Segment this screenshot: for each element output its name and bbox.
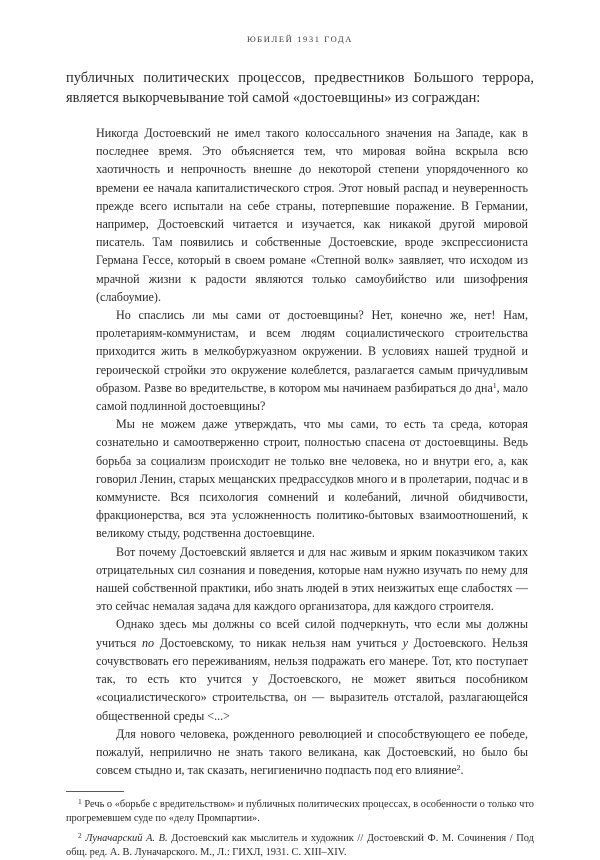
quote-p6-text: Для нового человека, рожденного революцией и способствующего ее победе, пожалуй, неприлично не знать такого великана, как Достоевский, но было бы совсем стыдно и, так сказать, негигиенично подпасть под его влияние (96, 726, 528, 778)
quote-paragraph-4: Вот почему Достоевский является и для нас живым и ярким показчиком таких отрицательных сил сознания и поведения, которые нам нужно изучать по нему для нашей собственной практики, ибо знать людей в этих неизжитых еще слабостях — это сейчас немалая задача для каждого организатора, для каждого строителя. (96, 544, 528, 614)
quote-p5-emphasis-2: у (402, 635, 408, 650)
footnote-number-1: 1 (78, 797, 82, 807)
quote-p5-emphasis: по (142, 635, 155, 650)
quote-paragraph-6 (96, 725, 528, 780)
footnote-2 (66, 832, 534, 860)
quote-paragraph-3: Мы не можем даже утверждать, что мы сами, то есть та среда, которая сознательно и самоотверженно строит, полностью спасена от достоевщины. Ведь борьба за социализм происходит не только вне человека, но и внутри его, а, как говорил Ленин, старых мещанских предрассудков много и в пролетарии, подчас и в коммунисте. Вся психология сомнений и колебаний, личной обидчивости, фракционерства, вся эта усложненность политико-бытовых взаимоотношений, к великому стыду, родственна достоевщине. (96, 417, 528, 541)
footnote-text-2: Достоевский как мыслитель и художник // Достоевский Ф. М. Сочинения / Под общ. ред. А. В. Луначарского. М., Л.: ГИХЛ, 1931. С. XIII–XIV. (66, 833, 534, 859)
block-quote (96, 124, 528, 779)
footnote-author-2: Луначарский А. В. (85, 833, 168, 845)
footnote-ref-2[interactable]: 2 (456, 763, 461, 773)
quote-paragraph-2 (96, 306, 528, 415)
footnote-1 (66, 798, 534, 826)
running-head: ЮБИЛЕЙ 1931 ГОДА (246, 34, 354, 44)
lead-paragraph: публичных политических процессов, предвестников Большого террора, является выкорчевывание той самой «достоевщины» из сограждан: (66, 70, 534, 106)
quote-p5-text-c: Достоевского. Нельзя сочувствовать его переживаниям, нельзя подражать его манере. Тот, кто поступает так, то есть кто учится у Достоевского, не может явиться пособником «социалистического» строительства, он — выразитель отсталой, разлагающейся общественной среды <...> (96, 635, 528, 723)
footnote-ref-1[interactable]: 1 (492, 380, 497, 390)
quote-paragraph-1: Никогда Достоевский не имел такого колоссального значения на Западе, как в последнее время. Это объясняется тем, что мировая война вскрыла всю хаотичность и непрочность внешне до некоторой степени упорядоченного ко времени ее начала капиталистического строя. Этот новый распад и неуверенность прежде всего испытали на себе страны, потерпевшие поражение. В Германии, например, Достоевский читается и изучается, как никакой другой мировой писатель. Там появились и собственные Достоевские, вроде экспрессиониста Германа Гессе, который в своем романе «Степной волк» заявляет, что исходом из мрачной жизни к радости являются только самоубийство или шизофрения (слабоумие). (96, 126, 528, 304)
footnote-text-1: Речь о «борьбе с вредительством» и публичных политических процессах, в особенности о только что прогремевшем суде по «делу Промпартии». (66, 799, 534, 825)
quote-p2-text: Но спаслись ли мы сами от достоевщины? Нет, конечно же, нет! Нам, пролетариям-коммунистам, и всем людям социалистического строительства приходится жить в мелкобуржуазном окружении. В условиях нашей трудной и героической стройки это окружение колеблется, разлагается самым причудливым образом. Разве во вредительстве, в котором мы начинаем разбираться до дна (96, 308, 528, 395)
footnote-number-2: 2 (78, 831, 82, 841)
quote-p2-text-end: , мало самой подлинной достоевщины? (96, 380, 528, 414)
footnotes (66, 798, 534, 860)
quote-p5-text-b: Достоевскому, то никак нельзя нам учиться (154, 635, 403, 650)
quote-p6-text-end: . (460, 763, 464, 778)
footnote-divider (66, 791, 124, 792)
quote-paragraph-5 (96, 615, 528, 724)
quote-p5-text-a: Однако здесь мы должны со всей силой подчеркнуть, что если мы должны учиться (96, 617, 528, 650)
